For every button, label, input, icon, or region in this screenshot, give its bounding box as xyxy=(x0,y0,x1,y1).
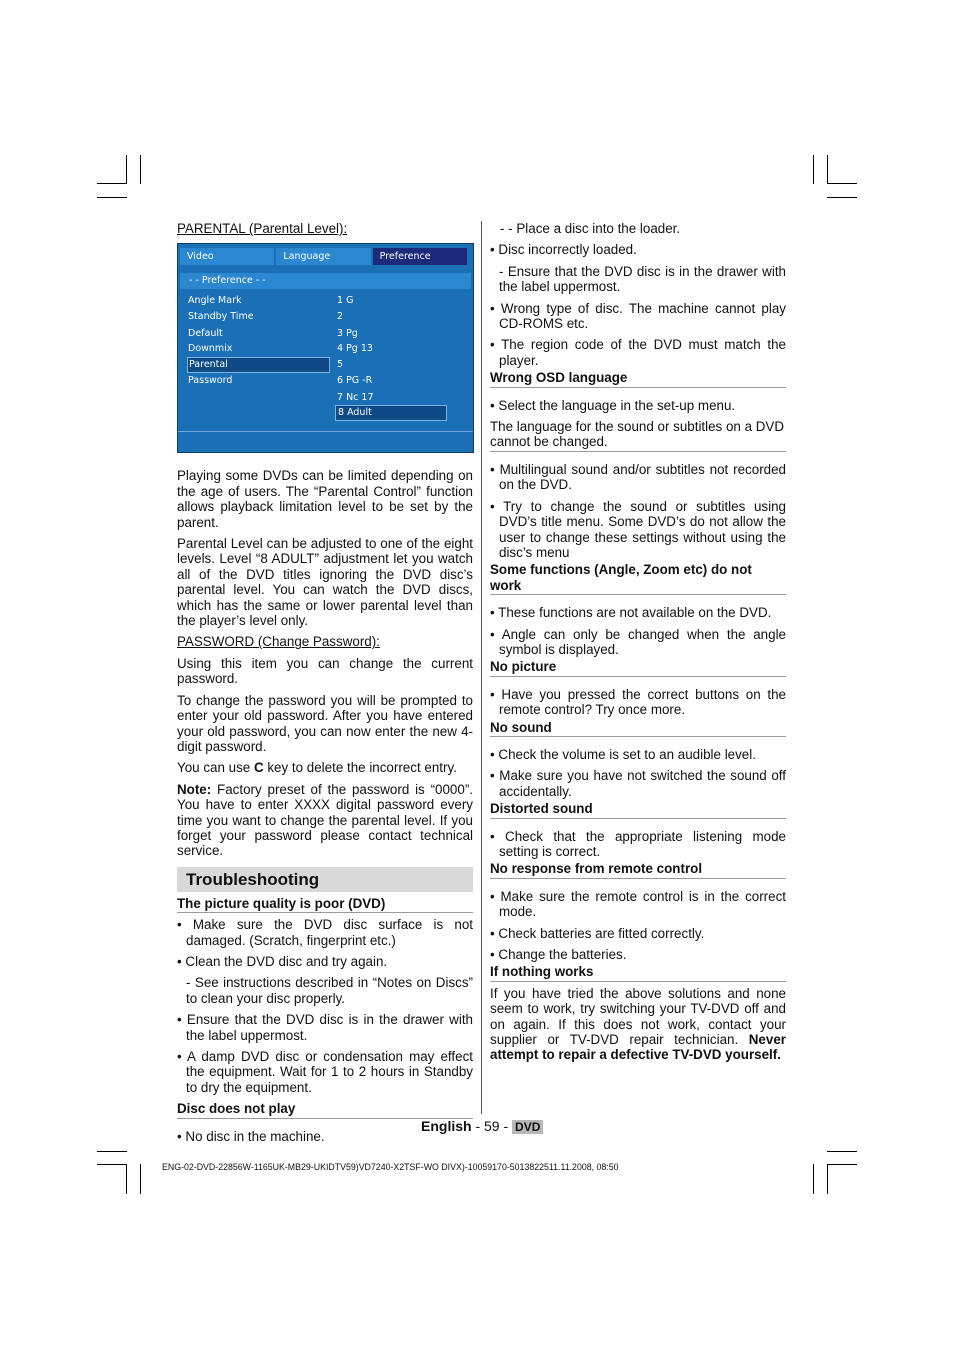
section-heading: Disc does not play xyxy=(177,1101,473,1118)
tab-language[interactable]: Language xyxy=(276,248,372,265)
section-heading: No picture xyxy=(490,659,786,676)
osd-value[interactable]: 3 Pg xyxy=(337,328,358,340)
osd-value[interactable]: 2 xyxy=(337,311,344,323)
bullet-item: • Angle can only be changed when the angle symbol is displayed. xyxy=(490,626,786,657)
dash-item: - Ensure that the DVD disc is in the drawer with the label uppermost. xyxy=(499,263,786,295)
column-divider xyxy=(481,221,482,1114)
osd-item-downmix[interactable]: Downmix xyxy=(188,343,233,355)
page-number: English - 59 - DVD xyxy=(421,1118,543,1134)
osd-footer-bar xyxy=(178,431,473,452)
bullet-item: • Check batteries are fitted correctly. xyxy=(490,925,705,941)
osd-item-default[interactable]: Default xyxy=(188,328,223,340)
paragraph: Parental Level can be adjusted to one of the eight levels. Level “8 ADULT” adjustment let you watch all of the DVD titles ignoring the DVD disc’s parental level. You can watch the DVD discs, which has the same or lower parental level than the player’s level only. xyxy=(177,536,473,629)
osd-value[interactable]: 5 xyxy=(337,359,344,371)
paragraph: If you have tried the above solutions and none seem to work, try switching your TV-DVD off and on again. If this does not work, contact your supplier or TV-DVD repair technician. Never attempt to repair a defective TV-DVD yourself. xyxy=(490,985,786,1063)
section-heading: If nothing works xyxy=(490,964,786,981)
osd-item-password[interactable]: Password xyxy=(188,375,233,387)
section-subheading: The language for the sound or subtitles on a DVD cannot be changed. xyxy=(490,419,786,452)
osd-item-parental[interactable]: Parental xyxy=(187,357,330,373)
bullet-item: • Wrong type of disc. The machine cannot play CD-ROMS etc. xyxy=(490,300,786,332)
bullet-item: • Check the volume is set to an audible level. xyxy=(490,746,756,762)
troubleshooting-heading: Troubleshooting xyxy=(177,867,473,892)
print-footer: ENG-02-DVD-22856W-1165UK-MB29-UKIDTV59)VD7240-X2TSF-WO DIVX)-10059170-5013822511.11.2008, 08:50 xyxy=(162,1162,619,1172)
osd-value[interactable]: 1 G xyxy=(337,295,354,307)
bullet-item: • Change the batteries. xyxy=(490,947,627,963)
bullet-item: • Ensure that the DVD disc is in the drawer with the label uppermost. xyxy=(177,1012,473,1043)
password-heading: PASSWORD (Change Password): xyxy=(177,634,380,650)
dash-item: - - Place a disc into the loader. xyxy=(500,221,681,236)
osd-menu xyxy=(177,243,474,453)
dash-item: - See instructions described in “Notes on Discs” to clean your disc properly. xyxy=(186,975,473,1006)
osd-section-title: - - Preference - - xyxy=(180,273,471,289)
paragraph: You can use C key to delete the incorrect entry. xyxy=(177,760,457,776)
bullet-item: • No disc in the machine. xyxy=(177,1128,325,1144)
paragraph: Using this item you can change the current password. xyxy=(177,655,473,687)
left-column xyxy=(177,221,473,1150)
section-badge: DVD xyxy=(512,1120,543,1134)
osd-value[interactable]: 6 PG -R xyxy=(337,375,373,387)
section-heading: Wrong OSD language xyxy=(490,370,786,387)
section-heading: The picture quality is poor (DVD) xyxy=(177,896,473,913)
bullet-item: • Make sure you have not switched the sound off accidentally. xyxy=(490,768,786,799)
bullet-item: • A damp DVD disc or condensation may effect the equipment. Wait for 1 to 2 hours in Standby to dry the equipment. xyxy=(177,1049,473,1095)
section-heading: Distorted sound xyxy=(490,801,786,818)
osd-value[interactable]: 4 Pg 13 xyxy=(337,343,373,355)
right-column xyxy=(490,221,786,1069)
bullet-item: • Have you pressed the correct buttons on the remote control? Try once more. xyxy=(490,686,786,718)
note-paragraph: Note: Factory preset of the password is “0000”. You have to enter XXXX digital password every time you want to change the parental level. If you forget your password please contact technical service. xyxy=(177,781,473,859)
osd-item-standby-time[interactable]: Standby Time xyxy=(188,311,254,323)
bullet-item: • Disc incorrectly loaded. xyxy=(490,242,637,258)
bullet-item: • Make sure the DVD disc surface is not damaged. (Scratch, fingerprint etc.) xyxy=(177,917,473,948)
bullet-item: • Clean the DVD disc and try again. xyxy=(177,953,388,969)
bullet-item: • The region code of the DVD must match the player. xyxy=(490,337,786,368)
warning-text: Never attempt to repair a defective TV-DVD yourself. xyxy=(490,1032,786,1063)
tab-preference[interactable]: Preference xyxy=(373,248,469,265)
section-heading: Some functions (Angle, Zoom etc) do not work xyxy=(490,562,786,595)
osd-value-selected[interactable]: 8 Adult xyxy=(335,405,447,421)
section-heading: No sound xyxy=(490,720,786,737)
bullet-item: • Check that the appropriate listening mode setting is correct. xyxy=(490,828,786,859)
bullet-item: • Select the language in the set-up menu. xyxy=(490,397,736,413)
bullet-item: • Try to change the sound or subtitles using DVD’s title menu. Some DVD’s do not allow the user to change these settings without using the disc’s menu xyxy=(490,498,786,560)
bullet-item: • These functions are not available on the DVD. xyxy=(490,605,772,621)
osd-item-angle-mark[interactable]: Angle Mark xyxy=(188,295,242,307)
paragraph: Playing some DVDs can be limited depending on the age of users. The “Parental Control” function allows playback limitation level to be set by the parent. xyxy=(177,468,473,530)
key-label: C xyxy=(253,760,264,776)
section-heading: No response from remote control xyxy=(490,861,786,878)
bullet-item: • Multilingual sound and/or subtitles not recorded on the DVD. xyxy=(490,461,786,493)
osd-tabs xyxy=(180,248,469,265)
osd-value[interactable]: 7 Nc 17 xyxy=(337,392,374,404)
parental-heading: PARENTAL (Parental Level): xyxy=(177,221,348,236)
bullet-item: • Make sure the remote control is in the correct mode. xyxy=(490,888,786,920)
paragraph: To change the password you will be prompted to enter your old password. After you have entered your old password, you can now enter the new 4-digit password. xyxy=(177,692,473,754)
tab-video[interactable]: Video xyxy=(180,248,276,265)
